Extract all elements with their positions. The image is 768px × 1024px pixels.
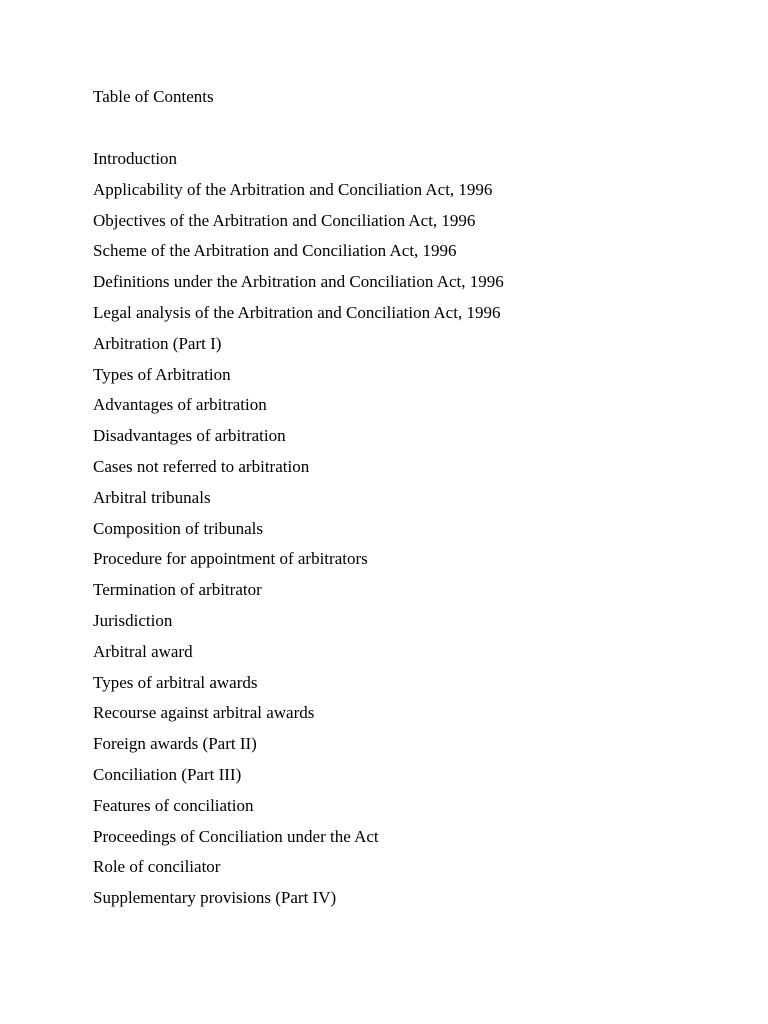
toc-entry: Types of Arbitration [93,364,231,384]
toc-entry: Termination of arbitrator [93,580,262,600]
toc-entry: Advantages of arbitration [93,395,267,415]
toc-entry: Disadvantages of arbitration [93,426,286,446]
toc-entry: Definitions under the Arbitration and Conciliation Act, 1996 [93,272,504,292]
toc-entry: Legal analysis of the Arbitration and Conciliation Act, 1996 [93,302,501,322]
toc-entry: Role of conciliator [93,857,221,877]
toc-entry: Supplementary provisions (Part IV) [93,888,337,908]
toc-entry: Objectives of the Arbitration and Conciliation Act, 1996 [93,210,476,230]
toc-title: Table of Contents [93,87,214,106]
toc-entry: Arbitration (Part I) [93,333,222,353]
toc-entry: Conciliation (Part III) [93,764,242,784]
toc-entry: Features of conciliation [93,795,254,815]
toc-entry: Types of arbitral awards [93,672,258,692]
toc-entry: Introduction [93,149,178,168]
toc-entry: Cases not referred to arbitration [93,456,310,476]
toc-entry: Composition of tribunals [93,518,263,538]
toc-entry: Jurisdiction [93,610,173,630]
toc-entry: Scheme of the Arbitration and Conciliation Act, 1996 [93,241,457,261]
toc-entry: Arbitral tribunals [93,487,211,507]
toc-entry: Foreign awards (Part II) [93,734,257,754]
toc-entry: Recourse against arbitral awards [93,703,315,723]
toc-entry: Procedure for appointment of arbitrators [93,549,368,569]
toc-list [93,148,504,918]
toc-entry: Proceedings of Conciliation under the Act [93,826,379,846]
toc-entry: Applicability of the Arbitration and Conciliation Act, 1996 [93,179,493,199]
toc-entry: Arbitral award [93,641,193,661]
